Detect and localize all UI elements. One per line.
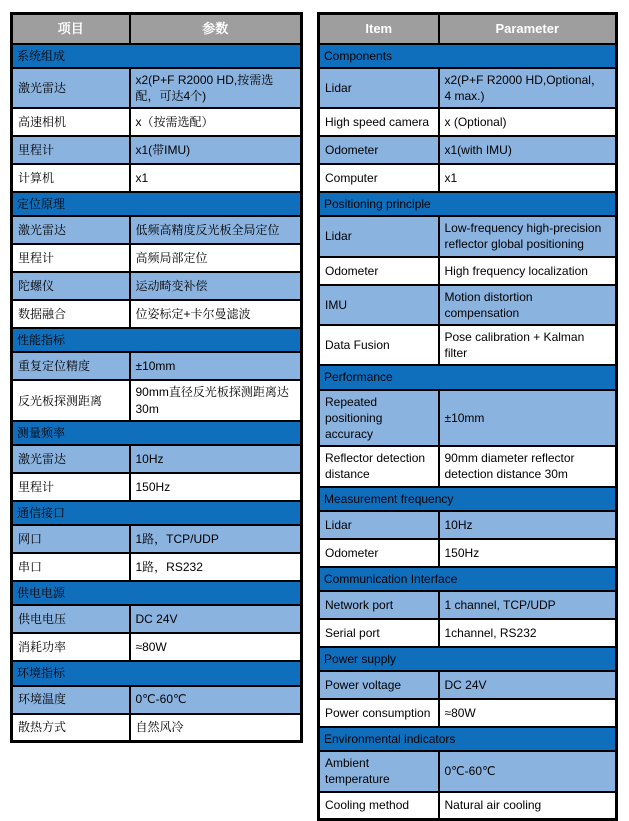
spec-table-chinese [10, 12, 303, 743]
spec-item-cell: Serial port [319, 619, 439, 647]
spec-value-cell: Motion distortion compensation [439, 285, 617, 325]
spec-table-english [317, 12, 618, 821]
spec-row [319, 699, 617, 727]
spec-row [319, 390, 617, 447]
section-header: 性能指标 [12, 328, 302, 352]
spec-value-cell: Natural air cooling [439, 792, 617, 820]
section-header: 系统组成 [12, 44, 302, 68]
section-header: Power supply [319, 647, 617, 671]
spec-value-cell: ≈80W [130, 633, 302, 661]
spec-item-cell: 里程计 [12, 473, 130, 501]
spec-item-cell: Power consumption [319, 699, 439, 727]
spec-item-cell: 网口 [12, 525, 130, 553]
table-header-english [319, 14, 617, 44]
section-header-row [12, 581, 302, 605]
spec-value-cell: 150Hz [439, 539, 617, 567]
spec-value-cell: 1channel, RS232 [439, 619, 617, 647]
spec-row [319, 216, 617, 256]
spec-item-cell: 高速相机 [12, 108, 130, 136]
section-header: 环境指标 [12, 661, 302, 685]
spec-item-cell: 环境温度 [12, 686, 130, 714]
spec-value-cell: 低频高精度反光板全局定位 [130, 216, 302, 244]
spec-value-cell: 1 channel, TCP/UDP [439, 591, 617, 619]
spec-row [319, 164, 617, 192]
spec-item-cell: High speed camera [319, 108, 439, 136]
spec-row [319, 108, 617, 136]
spec-row [319, 591, 617, 619]
spec-value-cell: 1路，RS232 [130, 553, 302, 581]
spec-value-cell: x2(P+F R2000 HD,Optional， 4 max.) [439, 68, 617, 108]
parameter-column-header: Parameter [439, 14, 617, 44]
spec-row [319, 539, 617, 567]
spec-row [12, 300, 302, 328]
spec-value-cell: 10Hz [439, 511, 617, 539]
section-header: 测量频率 [12, 421, 302, 445]
section-header-row [12, 661, 302, 685]
spec-row [12, 714, 302, 742]
spec-item-cell: 反光板探测距离 [12, 380, 130, 420]
section-header-row [12, 328, 302, 352]
spec-value-cell: x1(带IMU) [130, 136, 302, 164]
spec-row [319, 751, 617, 791]
spec-row [12, 445, 302, 473]
spec-value-cell: 位姿标定+卡尔曼滤波 [130, 300, 302, 328]
spec-row [319, 792, 617, 820]
column-header-row [12, 14, 302, 44]
item-column-header: 项目 [12, 14, 130, 44]
spec-item-cell: 数据融合 [12, 300, 130, 328]
spec-row [12, 352, 302, 380]
spec-row [12, 380, 302, 420]
section-header-row [319, 727, 617, 751]
spec-item-cell: Odometer [319, 539, 439, 567]
spec-row [319, 671, 617, 699]
spec-item-cell: Computer [319, 164, 439, 192]
spec-value-cell: x1 [439, 164, 617, 192]
spec-row [12, 605, 302, 633]
spec-item-cell: Ambient temperature [319, 751, 439, 791]
spec-item-cell: 消耗功率 [12, 633, 130, 661]
spec-item-cell: 里程计 [12, 244, 130, 272]
section-header-row [319, 567, 617, 591]
spec-row [12, 244, 302, 272]
table-header-chinese [12, 14, 302, 44]
section-header: Environmental indicators [319, 727, 617, 751]
section-header: Measurement frequency [319, 487, 617, 511]
spec-item-cell: 供电电压 [12, 605, 130, 633]
section-header-row [12, 44, 302, 68]
spec-value-cell: x1 [130, 164, 302, 192]
item-column-header: Item [319, 14, 439, 44]
spec-item-cell: Reflector detection distance [319, 446, 439, 486]
spec-item-cell: IMU [319, 285, 439, 325]
spec-item-cell: Power voltage [319, 671, 439, 699]
spec-value-cell: 运动畸变补偿 [130, 272, 302, 300]
column-header-row [319, 14, 617, 44]
spec-value-cell: Low-frequency high-precision reflector global positioning [439, 216, 617, 256]
spec-row [319, 136, 617, 164]
spec-item-cell: Data Fusion [319, 325, 439, 365]
section-header: Performance [319, 365, 617, 389]
section-header: Components [319, 44, 617, 68]
spec-value-cell: 90mm diameter reflector detection distance 30m [439, 446, 617, 486]
spec-item-cell: 激光雷达 [12, 216, 130, 244]
spec-row [12, 633, 302, 661]
spec-value-cell: 0℃-60℃ [439, 751, 617, 791]
spec-row [12, 68, 302, 108]
spec-item-cell: 激光雷达 [12, 445, 130, 473]
table-body-chinese [12, 44, 302, 742]
spec-row [319, 511, 617, 539]
spec-item-cell: Repeated positioning accuracy [319, 390, 439, 447]
spec-item-cell: Cooling method [319, 792, 439, 820]
spec-item-cell: 散热方式 [12, 714, 130, 742]
spec-row [319, 446, 617, 486]
section-header-row [12, 501, 302, 525]
spec-row [12, 553, 302, 581]
section-header-row [319, 44, 617, 68]
spec-value-cell: x（按需选配） [130, 108, 302, 136]
spec-value-cell: ±10mm [439, 390, 617, 447]
section-header-row [319, 487, 617, 511]
spec-value-cell: ≈80W [439, 699, 617, 727]
spec-value-cell: 10Hz [130, 445, 302, 473]
spec-value-cell: 150Hz [130, 473, 302, 501]
section-header: 定位原理 [12, 192, 302, 216]
section-header: Communication Interface [319, 567, 617, 591]
spec-row [12, 525, 302, 553]
spec-item-cell: 陀螺仪 [12, 272, 130, 300]
spec-value-cell: 自然风冷 [130, 714, 302, 742]
spec-item-cell: Lidar [319, 68, 439, 108]
spec-value-cell: DC 24V [130, 605, 302, 633]
spec-item-cell: Odometer [319, 136, 439, 164]
spec-item-cell: 计算机 [12, 164, 130, 192]
section-header-row [319, 365, 617, 389]
spec-row [12, 164, 302, 192]
spec-value-cell: x2(P+F R2000 HD,按需选配，可达4个) [130, 68, 302, 108]
spec-item-cell: 串口 [12, 553, 130, 581]
spec-row [319, 257, 617, 285]
spec-row [319, 619, 617, 647]
section-header-row [319, 647, 617, 671]
section-header: 通信接口 [12, 501, 302, 525]
spec-item-cell: Odometer [319, 257, 439, 285]
spec-item-cell: Lidar [319, 511, 439, 539]
spec-row [319, 325, 617, 365]
spec-row [319, 68, 617, 108]
spec-value-cell: ±10mm [130, 352, 302, 380]
section-header: 供电电源 [12, 581, 302, 605]
spec-value-cell: High frequency localization [439, 257, 617, 285]
spec-row [12, 108, 302, 136]
section-header-row [319, 192, 617, 216]
section-header: Positioning principle [319, 192, 617, 216]
spec-row [12, 136, 302, 164]
spec-row [12, 686, 302, 714]
spec-item-cell: 里程计 [12, 136, 130, 164]
parameter-column-header: 参数 [130, 14, 302, 44]
spec-item-cell: 激光雷达 [12, 68, 130, 108]
spec-item-cell: Network port [319, 591, 439, 619]
spec-value-cell: 1路，TCP/UDP [130, 525, 302, 553]
spec-row [12, 216, 302, 244]
section-header-row [12, 192, 302, 216]
spec-value-cell: Pose calibration + Kalman filter [439, 325, 617, 365]
spec-value-cell: 0℃-60℃ [130, 686, 302, 714]
spec-item-cell: 重复定位精度 [12, 352, 130, 380]
spec-value-cell: 高频局部定位 [130, 244, 302, 272]
spec-row [319, 285, 617, 325]
spec-row [12, 272, 302, 300]
spec-value-cell: x1(with IMU) [439, 136, 617, 164]
spec-value-cell: 90mm直径反光板探测距离达30m [130, 380, 302, 420]
table-body-english [319, 44, 617, 820]
section-header-row [12, 421, 302, 445]
spec-item-cell: Lidar [319, 216, 439, 256]
spec-value-cell: x (Optional) [439, 108, 617, 136]
spec-row [12, 473, 302, 501]
spec-value-cell: DC 24V [439, 671, 617, 699]
